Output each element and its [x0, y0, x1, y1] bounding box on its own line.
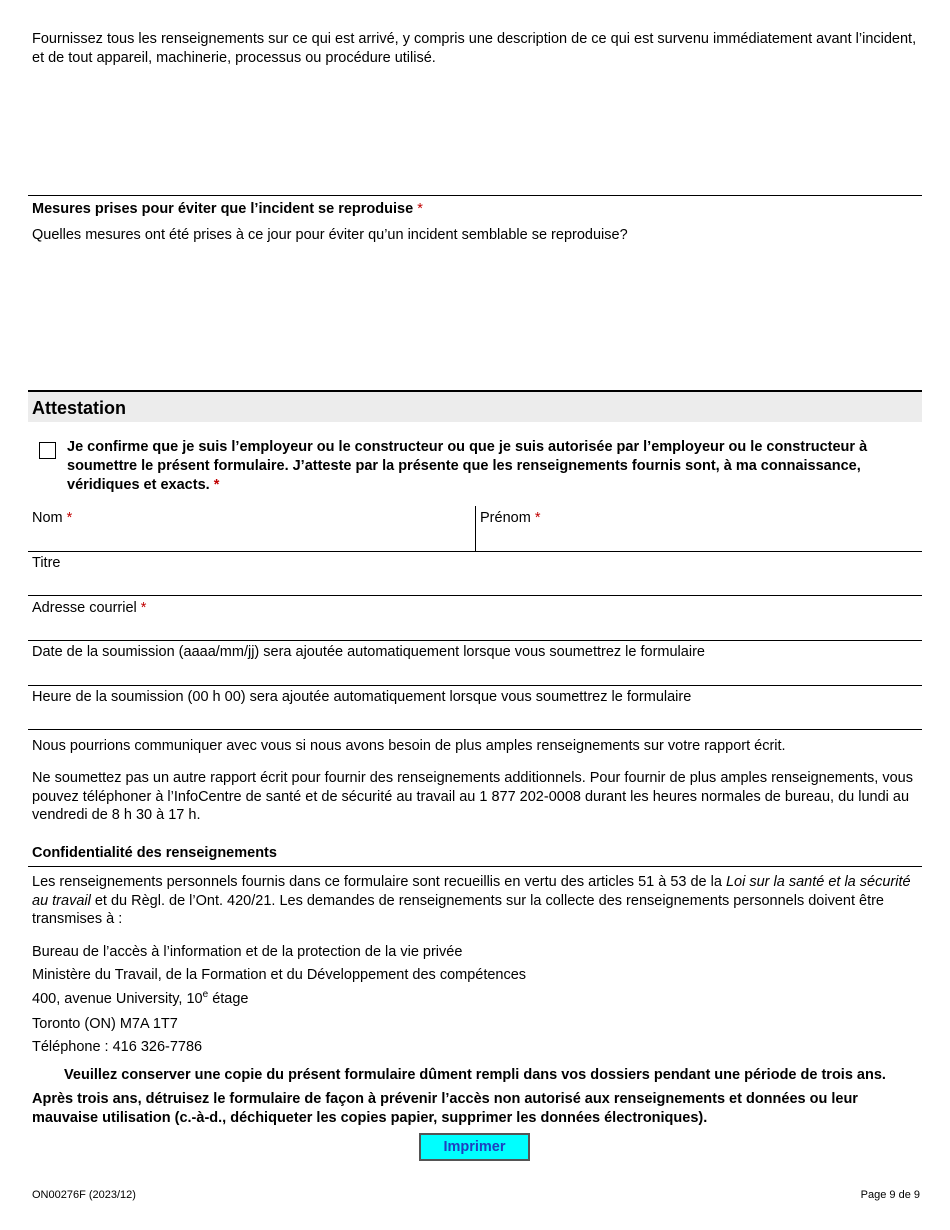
retention-keep: Veuillez conserver une copie du présent formulaire dûment rempli dans vos dossiers pendant une période de trois ans.: [64, 1067, 886, 1083]
titre-input[interactable]: [32, 573, 918, 593]
divider: [28, 195, 922, 196]
measures-title: Mesures prises pour éviter que l’incident se reproduise: [32, 201, 414, 217]
privacy-heading: Confidentialité des renseignements: [32, 845, 277, 861]
heure-label: Heure de la soumission (00 h 00) sera ajoutée automatiquement lorsque vous soumettrez le formulaire: [32, 689, 692, 705]
prenom-label: Prénom *: [480, 510, 541, 526]
nom-label: Nom *: [32, 510, 73, 526]
law-name: Loi sur la santé et la sécurité au travail: [32, 874, 911, 909]
contact-instructions: Ne soumettez pas un autre rapport écrit pour fournir des renseignements additionnels. Pour fournir de plus amples renseignements, vous pouvez téléphoner à l’InfoCentre de santé et de sécurité au travail au 1 877 202-0008 durant les heures normales de bureau, du lundi au vendredi de 8 h 30 à 17 h.: [32, 770, 913, 823]
confirm-checkbox[interactable]: [39, 442, 56, 459]
incident-instructions: Fournissez tous les renseignements sur ce qui est arrivé, y compris une description de ce qui est survenu immédiatement avant l’incident, et de tout appareil, machinerie, processus ou procédure utilisé.: [32, 31, 917, 66]
date-label: Date de la soumission (aaaa/mm/jj) sera ajoutée automatiquement lorsque vous soumettrez le formulaire: [32, 644, 705, 660]
measures-question: Quelles mesures ont été prises à ce jour pour éviter qu’un incident semblable se reproduise?: [32, 227, 628, 243]
retention-destroy: Après trois ans, détruisez le formulaire de façon à prévenir l’accès non autorisé aux renseignements et données ou leur mauvaise utilisation (c.-à-d., déchiqueter les copies papier, supprimer les données électroniques).: [32, 1091, 858, 1126]
required-asterisk: *: [213, 477, 220, 493]
form-code: ON00276F (2023/12): [32, 1189, 136, 1201]
nom-input[interactable]: [32, 528, 471, 548]
confirm-label: [67, 438, 917, 495]
divider: [28, 729, 922, 730]
divider: [28, 866, 922, 867]
confirm-text: Je confirme que je suis l’employeur ou le constructeur ou que je suis autorisée par l’employeur ou le constructeur à soumettre le présent formulaire. J’atteste par la présente que les renseignements fournis sont, à ma connaissance, véridiques et exacts.: [67, 439, 868, 493]
address-line-4: Toronto (ON) M7A 1T7: [32, 1016, 178, 1032]
prenom-input[interactable]: [480, 528, 918, 548]
measures-heading: [28, 200, 427, 219]
address-line-2: Ministère du Travail, de la Formation et du Développement des compétences: [32, 967, 527, 983]
required-asterisk: *: [417, 201, 423, 217]
heure-field: [28, 685, 922, 730]
attestation-header: [28, 390, 922, 422]
page-number: Page 9 de 9: [860, 1189, 920, 1201]
incident-description-field[interactable]: [28, 72, 922, 192]
courriel-label: Adresse courriel *: [32, 600, 147, 616]
address-phone: Téléphone : 416 326-7786: [32, 1039, 203, 1055]
attestation-title: Attestation: [32, 398, 126, 418]
courriel-field[interactable]: [28, 596, 922, 641]
privacy-text: Les renseignements personnels fournis dans ce formulaire sont recueillis en vertu des articles 51 à 53 de la Loi sur la santé et la sécurité au travail et du Règl. de l’Ont. 420/21. Les demandes de renseignements sur la collecte des renseignements personnels doivent être transmises à :: [32, 874, 911, 927]
address-line-1: Bureau de l’accès à l’information et de la protection de la vie privée: [32, 944, 463, 960]
contact-note: Nous pourrions communiquer avec vous si nous avons besoin de plus amples renseignements sur votre rapport écrit.: [32, 738, 786, 754]
titre-label: Titre: [32, 555, 61, 571]
print-button[interactable]: Imprimer: [419, 1133, 530, 1161]
prenom-field[interactable]: [475, 506, 922, 551]
measures-field[interactable]: [28, 250, 922, 385]
address-line-3: 400, avenue University, 10e étage: [32, 989, 249, 1007]
courriel-input[interactable]: [32, 618, 918, 638]
date-field: [28, 640, 922, 685]
nom-field[interactable]: [28, 506, 475, 551]
titre-field[interactable]: [28, 551, 922, 596]
